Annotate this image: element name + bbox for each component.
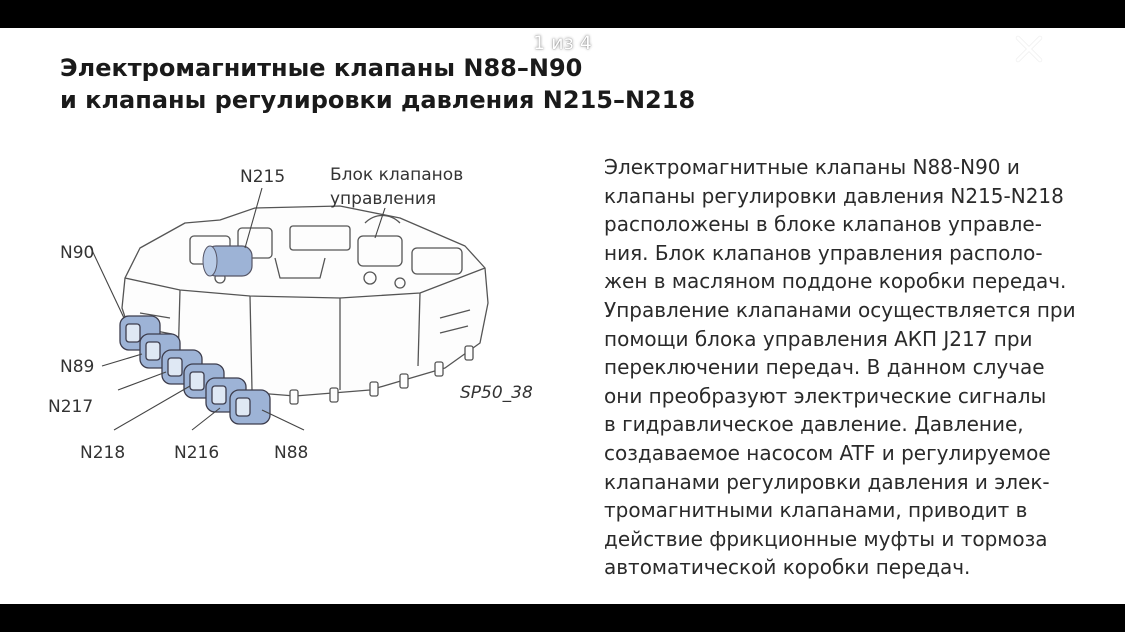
figure-reference: SP50_38 [460,383,533,403]
close-icon [1014,34,1044,64]
body-line: в гидравлическое давление. Давление, [604,412,1024,437]
body-line: Электромагнитные клапаны N88-N90 и [604,155,1020,179]
body-line: ния. Блок клапанов управления располо- [604,240,1043,265]
label-n215: N215 [240,167,286,187]
title-line-1: Электромагнитные клапаны N88–N90 [60,54,583,82]
label-n90: N90 [60,243,95,263]
label-n216: N216 [174,443,220,463]
body-line: переключении передач. В данном случае [604,355,1045,380]
valve-block-diagram [40,128,560,468]
slide-title [60,52,695,116]
label-block-line1: Блок клапанов [330,165,464,185]
body-line: тромагнитными клапанами, приводит в [604,498,1028,523]
body-line: помощи блока управления АКП J217 при [604,326,1033,351]
body-line: жен в масляном поддоне коробки передач. [604,269,1067,294]
viewer-bottom-bar [0,604,1125,632]
close-button[interactable] [1014,34,1044,64]
label-n89: N89 [60,357,95,377]
viewer-top-bar [0,0,1125,28]
body-line: клапанами регулировки давления и элек- [604,469,1050,494]
slide-page [0,28,1125,604]
slide-body-text [604,153,1104,582]
title-line-2: и клапаны регулировки давления N215–N218 [60,86,696,114]
label-n217: N217 [48,397,94,417]
body-line: действие фрикционные муфты и тормоза [604,526,1048,551]
label-block-line2: управления [330,189,437,209]
body-line: они преобразуют электрические сигналы [604,383,1047,408]
body-line: Управление клапанами осуществляется при [604,297,1076,322]
valve-block-illustration [40,128,560,468]
label-n88: N88 [274,443,309,463]
page-counter: 1 из 4 [533,32,592,54]
body-line: автоматической коробки передач. [604,555,971,580]
label-n218: N218 [80,443,126,463]
body-line: клапаны регулировки давления N215-N218 [604,183,1064,208]
body-line: создаваемое насосом ATF и регулируемое [604,440,1051,465]
valve-n88 [230,390,270,424]
body-line: расположены в блоке клапанов управле- [604,212,1042,237]
valve-n215 [203,246,252,276]
